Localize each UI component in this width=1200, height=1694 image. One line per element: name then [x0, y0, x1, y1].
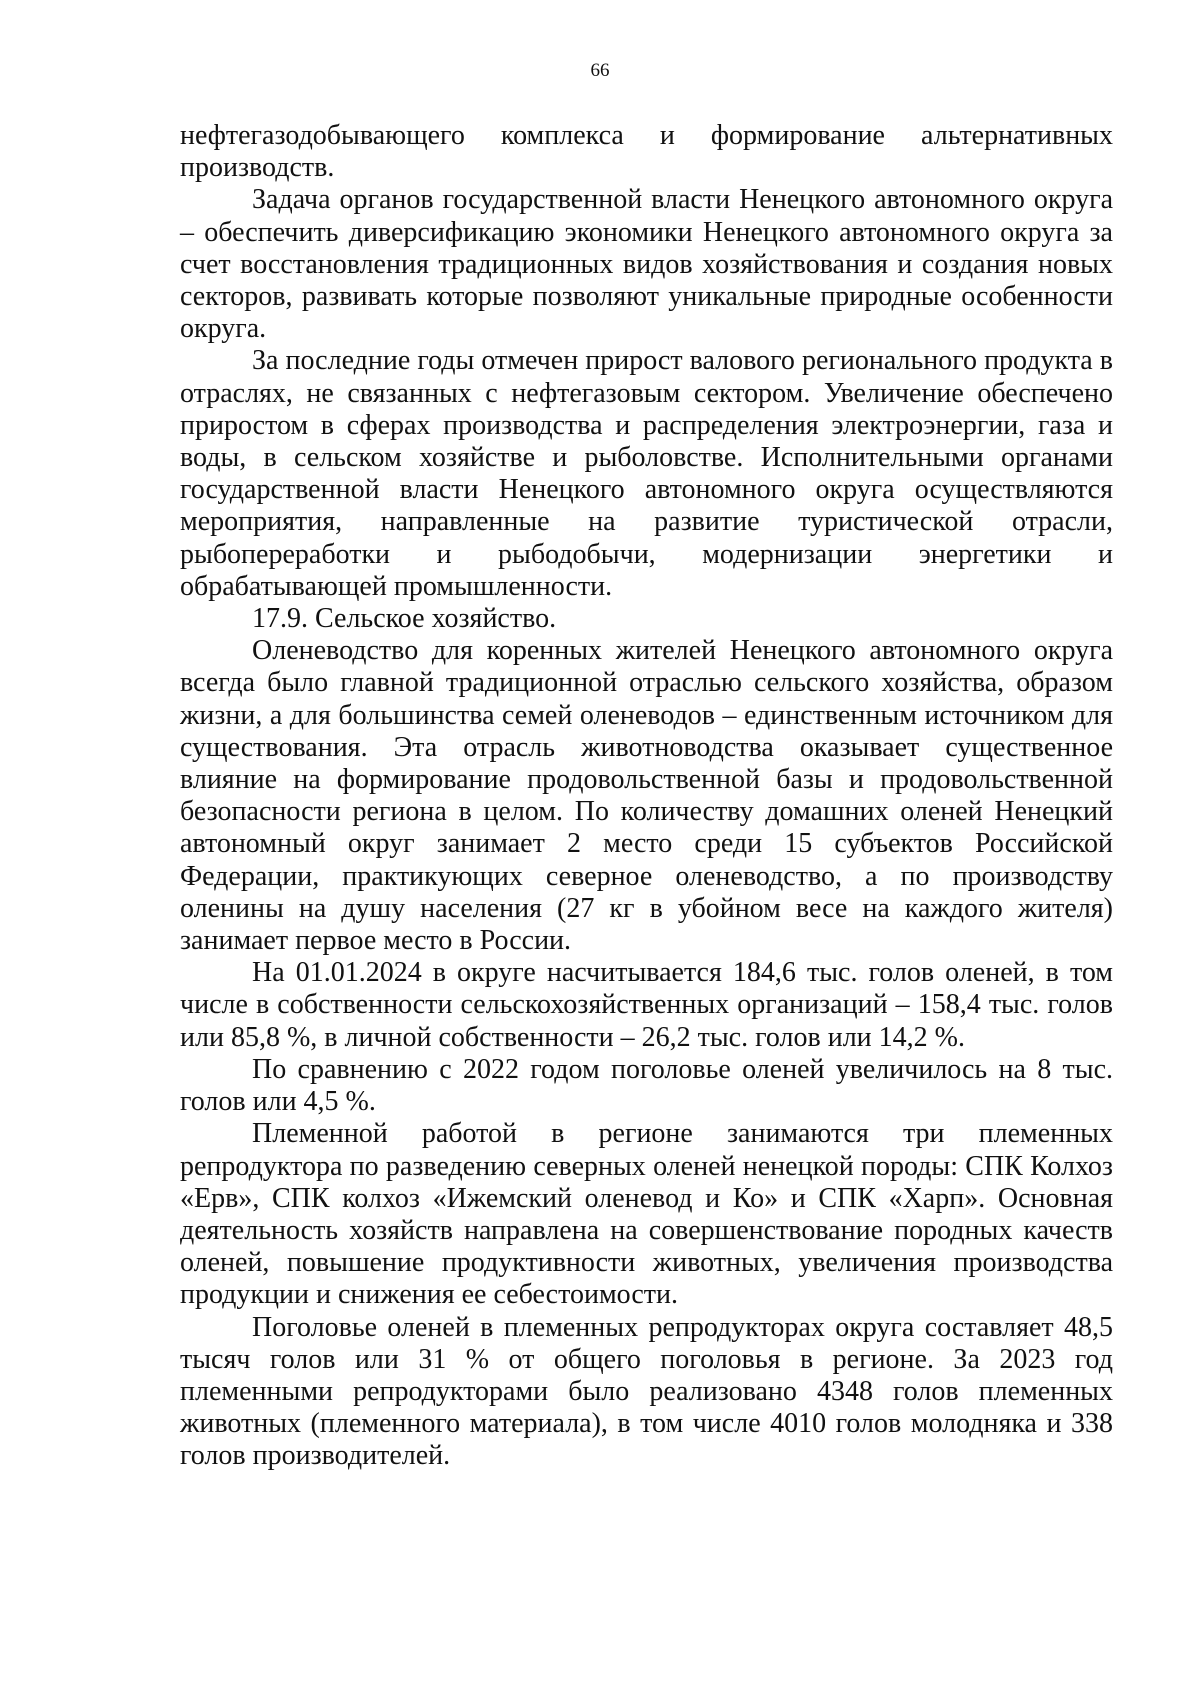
paragraph: Племенной работой в регионе занимаются три племенных репродуктора по разведению северных оленей ненецкой породы: СПК Колхоз «Ерв», СПК колхоз «Ижемский оленевод и Ко» и СПК «Харп». Основная деятельность хозяйств направлена на совершенствование породных качеств оленей, повышение продуктивности животных, увеличения производства продукции и снижения ее себестоимости. — [180, 1118, 1113, 1311]
paragraph: Поголовье оленей в племенных репродукторах округа составляет 48,5 тысяч голов или 31 % от общего поголовья в регионе. За 2023 год племенными репродукторами было реализовано 4348 голов племенных животных (племенного материала), в том числе 4010 голов молодняка и 338 голов производителей. — [180, 1311, 1113, 1472]
paragraph: По сравнению с 2022 годом поголовье оленей увеличилось на 8 тыс. голов или 4,5 %. — [180, 1053, 1113, 1118]
document-body — [180, 120, 1113, 1473]
section-heading: 17.9. Сельское хозяйство. — [252, 603, 557, 635]
paragraph: За последние годы отмечен прирост валового регионального продукта в отраслях, не связанных с нефтегазовым сектором. Увеличение обеспечено приростом в сферах производства и распределения электроэнергии, газа и воды, в сельском хозяйстве и рыболовстве. Исполнительными органами государственной власти Ненецкого автономного округа осуществляются мероприятия, направленные на развитие туристической отрасли, рыбопереработки и рыбодобычи, модернизации энергетики и обрабатывающей промышленности. — [180, 345, 1113, 602]
paragraph: Задача органов государственной власти Ненецкого автономного округа – обеспечить диверсификацию экономики Ненецкого автономного округа за счет восстановления традиционных видов хозяйствования и создания новых секторов, развивать которые позволяют уникальные природные особенности округа. — [180, 184, 1113, 345]
paragraph: нефтегазодобывающего комплекса и формирование альтернативных производств. — [180, 120, 1113, 184]
paragraph: Оленеводство для коренных жителей Ненецкого автономного округа всегда было главной традиционной отраслью сельского хозяйства, образом жизни, а для большинства семей оленеводов – единственным источником для существования. Эта отрасль животноводства оказывает существенное влияние на формирование продовольственной базы и продовольственной безопасности региона в целом. По количеству домашних оленей Ненецкий автономный округ занимает 2 место среди 15 субъектов Российской Федерации, практикующих северное оленеводство, а по производству оленины на душу населения (27 кг в убойном весе на каждого жителя) занимает первое место в России. — [180, 635, 1113, 957]
paragraph: На 01.01.2024 в округе насчитывается 184,6 тыс. голов оленей, в том числе в собственности сельскохозяйственных организаций – 158,4 тыс. голов или 85,8 %, в личной собственности – 26,2 тыс. голов или 14,2 %. — [180, 957, 1113, 1053]
page-number: 66 — [590, 60, 610, 81]
